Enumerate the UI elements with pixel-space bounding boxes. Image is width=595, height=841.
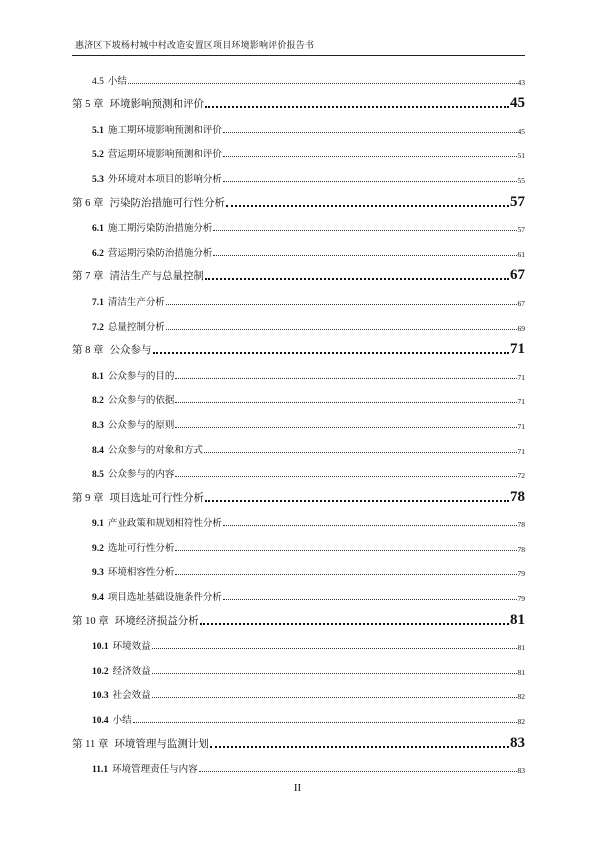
toc-entry-title: 项目选址基础设施条件分析 — [107, 592, 222, 604]
toc-entry-title: 外环境对本项目的影响分析 — [107, 173, 222, 185]
dot-leader — [152, 673, 517, 674]
toc-entry-number: 7.2 — [92, 322, 104, 333]
toc-entry-number: 8.2 — [92, 396, 104, 407]
toc-entry-number: 10.2 — [92, 666, 109, 677]
toc-entry-number: 9.1 — [92, 519, 104, 530]
toc-entry-page: 71 — [517, 421, 525, 431]
toc-section-entry[interactable] — [72, 652, 525, 677]
toc-chapter-entry[interactable] — [72, 185, 525, 210]
toc-section-entry[interactable] — [72, 357, 525, 382]
toc-entry-page: 51 — [517, 151, 525, 161]
toc-entry-title: 环境影响预测和评价 — [109, 98, 204, 111]
toc-chapter-entry[interactable] — [72, 87, 525, 112]
toc-entry-page: 79 — [517, 569, 525, 579]
toc-section-entry[interactable] — [72, 456, 525, 481]
dot-leader — [226, 205, 509, 207]
toc-entry-page: 83 — [510, 734, 525, 751]
toc-entry-page: 83 — [517, 766, 525, 776]
dot-leader — [200, 623, 509, 625]
toc-entry-number: 8.4 — [92, 445, 104, 456]
toc-entry-page: 45 — [517, 126, 525, 136]
toc-section-entry[interactable] — [72, 136, 525, 161]
toc-entry-title: 施工期污染防治措施分析 — [107, 223, 213, 235]
toc-entry-number: 第 6 章 — [72, 197, 104, 209]
toc-entry-number: 10.1 — [92, 642, 109, 653]
toc-entry-page: 67 — [517, 298, 525, 308]
toc-chapter-entry[interactable] — [72, 259, 525, 284]
toc-entry-page: 71 — [510, 341, 525, 358]
toc-entry-title: 公众参与的依据 — [107, 395, 175, 407]
toc-section-entry[interactable] — [72, 554, 525, 579]
dot-leader — [175, 378, 516, 379]
toc-entry-title: 选址可行性分析 — [107, 542, 175, 554]
dot-leader — [210, 746, 509, 748]
dot-leader — [223, 181, 517, 182]
toc-entry-page: 79 — [517, 594, 525, 604]
toc-section-entry[interactable] — [72, 160, 525, 185]
toc-entry-title: 小结 — [107, 75, 127, 87]
toc-entry-number: 8.3 — [92, 420, 104, 431]
toc-section-entry[interactable] — [72, 111, 525, 136]
toc-entry-title: 环境经济损益分析 — [114, 614, 199, 627]
toc-entry-number: 5.2 — [92, 150, 104, 161]
toc-entry-number: 8.5 — [92, 470, 104, 481]
toc-entry-page: 67 — [510, 267, 525, 284]
toc-entry-number: 8.1 — [92, 371, 104, 382]
toc-entry-page: 78 — [517, 520, 525, 530]
toc-entry-page: 71 — [517, 446, 525, 456]
dot-leader — [223, 156, 517, 157]
toc-section-entry[interactable] — [72, 283, 525, 308]
toc-entry-title: 清洁生产分析 — [107, 296, 165, 308]
toc-section-entry[interactable] — [72, 210, 525, 235]
toc-entry-title: 小结 — [112, 715, 132, 727]
toc-section-entry[interactable] — [72, 628, 525, 653]
toc-entry-page: 81 — [517, 643, 525, 653]
dot-leader — [175, 574, 516, 575]
toc-entry-title: 公众参与的目的 — [107, 370, 175, 382]
toc-entry-title: 经济效益 — [112, 665, 151, 677]
toc-entry-title: 公众参与的原则 — [107, 419, 175, 431]
toc-entry-title: 公众参与的对象和方式 — [107, 444, 203, 456]
toc-entry-page: 72 — [517, 471, 525, 481]
dot-leader — [166, 329, 517, 330]
dot-leader — [175, 402, 516, 403]
dot-leader — [152, 697, 517, 698]
toc-entry-title: 总量控制分析 — [107, 321, 165, 333]
toc-section-entry[interactable] — [72, 382, 525, 407]
toc-entry-number: 第 8 章 — [72, 345, 104, 357]
dot-leader — [213, 230, 516, 231]
dot-leader — [153, 352, 510, 354]
dot-leader — [213, 255, 516, 256]
running-header: 惠济区下坡杨村城中村改造安置区项目环境影响评价报告书 — [75, 41, 315, 51]
toc-entry-page: 71 — [517, 397, 525, 407]
toc-entry-number: 第 5 章 — [72, 99, 104, 111]
toc-section-entry[interactable] — [72, 751, 525, 776]
toc-entry-page: 71 — [517, 372, 525, 382]
toc-section-entry[interactable] — [72, 234, 525, 259]
page-number: II — [293, 782, 302, 794]
toc-entry-title: 营运期污染防治措施分析 — [107, 247, 213, 259]
dot-leader — [205, 106, 509, 108]
toc-entry-page: 61 — [517, 249, 525, 259]
dot-leader — [223, 599, 517, 600]
toc-entry-page: 82 — [517, 717, 525, 727]
toc-entry-title: 环境管理与监测计划 — [114, 737, 209, 750]
toc-entry-number: 7.1 — [92, 297, 104, 308]
toc-entry-number: 9.3 — [92, 568, 104, 579]
dot-leader — [204, 452, 517, 453]
toc-entry-title: 环境相容性分析 — [107, 567, 175, 579]
dot-leader — [166, 304, 517, 305]
dot-leader — [175, 476, 516, 477]
toc-section-entry[interactable] — [72, 62, 525, 87]
toc-entry-number: 11.1 — [92, 765, 109, 776]
dot-leader — [199, 771, 517, 772]
dot-leader — [128, 83, 517, 84]
toc-section-entry[interactable] — [72, 701, 525, 726]
toc-entry-title: 项目选址可行性分析 — [109, 491, 204, 504]
toc-entry-page: 57 — [510, 193, 525, 210]
dot-leader — [223, 132, 517, 133]
toc-entry-number: 第 11 章 — [72, 738, 109, 750]
dot-leader — [175, 427, 516, 428]
toc-entry-number: 第 10 章 — [72, 615, 109, 627]
dot-leader — [175, 550, 516, 551]
toc-entry-number: 5.3 — [92, 174, 104, 185]
toc-chapter-entry[interactable] — [72, 603, 525, 628]
toc-entry-title: 污染防治措施可行性分析 — [109, 196, 225, 209]
toc-entry-title: 公众参与 — [109, 344, 152, 357]
toc-entry-number: 10.3 — [92, 691, 109, 702]
toc-section-entry[interactable] — [72, 529, 525, 554]
toc-entry-page: 57 — [517, 225, 525, 235]
toc-entry-number: 第 9 章 — [72, 492, 104, 504]
toc-entry-page: 43 — [517, 77, 525, 87]
toc-chapter-entry[interactable] — [72, 333, 525, 358]
toc-entry-page: 45 — [510, 95, 525, 112]
toc-entry-page: 55 — [517, 175, 525, 185]
toc-entry-page: 69 — [517, 323, 525, 333]
toc-entry-title: 环境效益 — [112, 641, 151, 653]
toc-entry-number: 9.2 — [92, 543, 104, 554]
toc-entry-title: 营运期环境影响预测和评价 — [107, 149, 222, 161]
toc-section-entry[interactable] — [72, 505, 525, 530]
dot-leader — [133, 722, 517, 723]
toc-entry-number: 5.1 — [92, 125, 104, 136]
dot-leader — [205, 500, 509, 502]
dot-leader — [205, 278, 509, 280]
toc-entry-page: 78 — [510, 488, 525, 505]
dot-leader — [152, 648, 517, 649]
toc-entry-number: 6.1 — [92, 224, 104, 235]
header-rule — [72, 55, 525, 56]
toc-section-entry[interactable] — [72, 406, 525, 431]
dot-leader — [223, 525, 517, 526]
toc-entry-title: 施工期环境影响预测和评价 — [107, 124, 222, 136]
toc-entry-title: 环境管理责任与内容 — [112, 764, 198, 776]
toc-entry-page: 81 — [517, 667, 525, 677]
toc-entry-number: 9.4 — [92, 593, 104, 604]
toc-entry-title: 社会效益 — [112, 690, 151, 702]
toc-entry-title: 清洁生产与总量控制 — [109, 270, 204, 283]
toc-section-entry[interactable] — [72, 431, 525, 456]
toc-entry-number: 6.2 — [92, 248, 104, 259]
toc-chapter-entry[interactable] — [72, 726, 525, 751]
toc-entry-number: 第 7 章 — [72, 271, 104, 283]
toc-section-entry[interactable] — [72, 578, 525, 603]
toc-entry-number: 10.4 — [92, 716, 109, 727]
toc-entry-page: 82 — [517, 692, 525, 702]
table-of-contents — [72, 62, 525, 775]
toc-entry-title: 公众参与的内容 — [107, 469, 175, 481]
toc-section-entry[interactable] — [72, 677, 525, 702]
toc-section-entry[interactable] — [72, 308, 525, 333]
toc-entry-title: 产业政策和规划相符性分析 — [107, 518, 222, 530]
toc-chapter-entry[interactable] — [72, 480, 525, 505]
toc-entry-page: 78 — [517, 544, 525, 554]
toc-entry-page: 81 — [510, 611, 525, 628]
toc-entry-number: 4.5 — [92, 76, 104, 87]
